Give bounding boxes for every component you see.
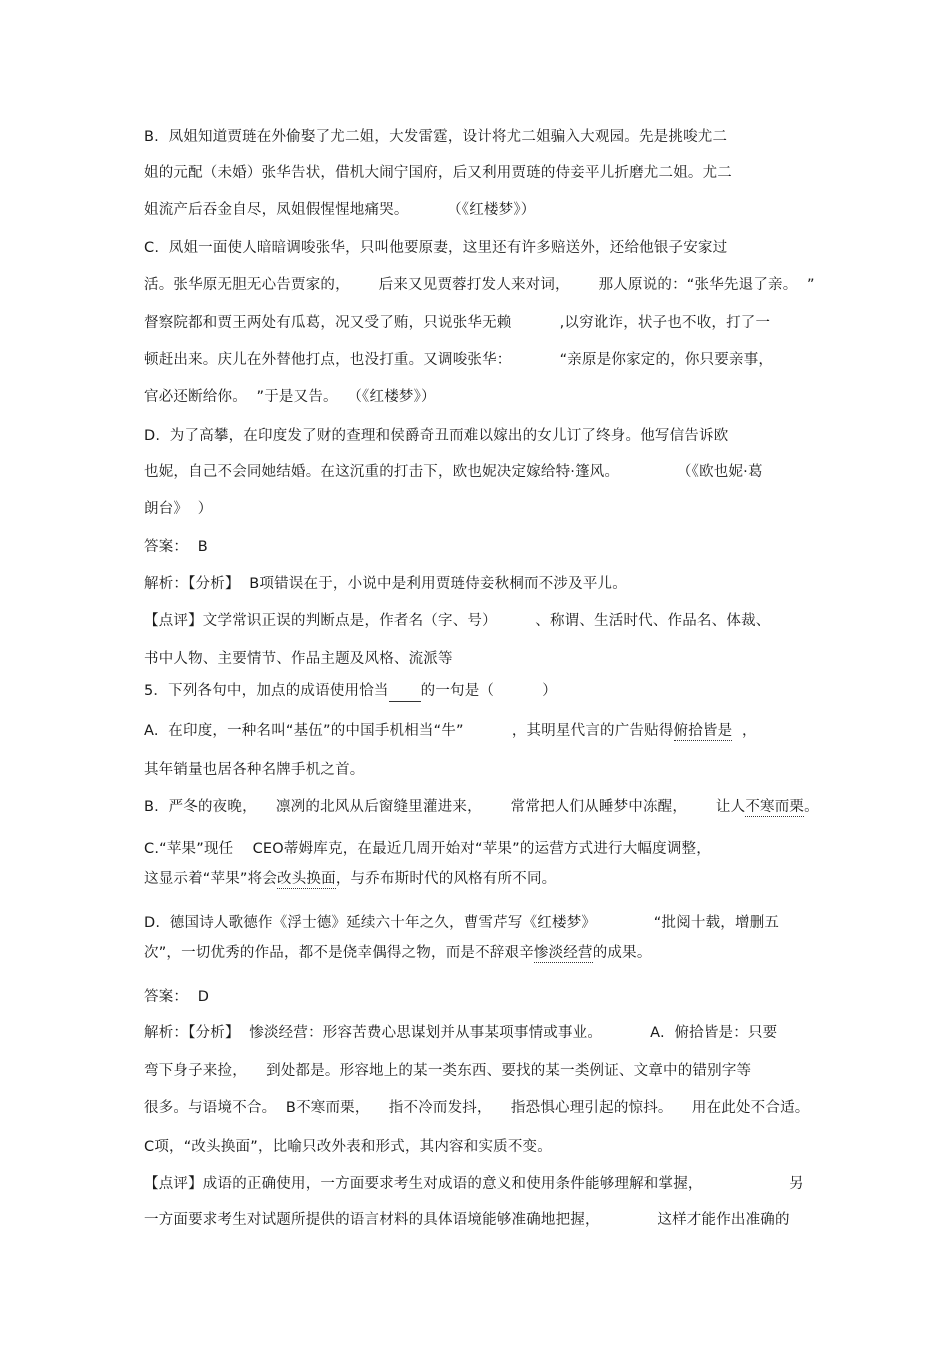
q5-option-a-line-2: 其年销量也居各种名牌手机之首。 xyxy=(144,762,365,778)
dotted-idiom-a: 俯拾皆是 xyxy=(673,723,733,739)
option-d-text: 次”，一切优秀的作品，都不是侥幸偶得之物，而是不辞艰辛 xyxy=(144,945,534,961)
q5-option-c-line-1: C.“苹果”现任 CEO蒂姆库克，在最近几周开始对“苹果”的运营方式进行大幅度调整， xyxy=(144,841,711,857)
analysis-5-line-2: 弯下身子来捡， 到处都是。形容地上的某一类东西、要找的某一类例证、文章中的错别字等 xyxy=(144,1063,752,1079)
option-a-end: ， xyxy=(732,723,757,739)
q5-option-d-line-1: D. 德国诗人歌德作《浮士德》延续六十年之久，曹雪芹写《红楼梦》 “批阅十载，增删五 xyxy=(144,915,780,931)
stem-underline xyxy=(389,681,421,702)
answer-4: 答案： B xyxy=(144,539,208,555)
option-c-line-2: 活。张华原无胆无心告贾家的， 后来又见贾蓉打发人来对词， 那人原说的：“张华先退了亲。 ” xyxy=(144,277,815,293)
option-d-line-1: D. 为了高攀，在印度发了财的查理和侯爵奇丑而难以嫁出的女儿订了终身。他写信告诉欧 xyxy=(144,428,729,444)
dotted-idiom-d: 惨淡经营 xyxy=(533,945,593,961)
analysis-5-line-3: 很多。与语境不合。 B不寒而栗， 指不冷而发抖， 指恐惧心理引起的惊抖。 用在此处不合适。 xyxy=(144,1100,810,1116)
option-b-end: 。 xyxy=(804,799,819,815)
question-5-stem xyxy=(144,681,557,702)
question-5-stem-end: 的一句是（ ） xyxy=(420,683,557,699)
comment-5-line-2: 一方面要求考生对试题所提供的语言材料的具体语境能够准确地把握， 这样才能作出准确的 xyxy=(144,1212,790,1228)
q5-option-c-line-2 xyxy=(144,869,556,889)
option-c-line-3: 督察院都和贾王两处有瓜葛，况又受了贿，只说张华无赖 ,以穷讹诈，状子也不收，打了一 xyxy=(144,315,771,331)
option-c-text: 这显示着“苹果”将会 xyxy=(144,871,278,887)
option-c-line-1: C. 凤姐一面使人暗暗调唆张华，只叫他要原妻，这里还有许多赔送外，还给他银子安家过 xyxy=(144,240,728,256)
question-5-stem-text: 5．下列各句中，加点的成语使用恰当 xyxy=(144,683,389,699)
q5-option-d-line-2 xyxy=(144,943,652,963)
dotted-idiom-b: 不寒而栗 xyxy=(745,799,805,815)
analysis-5-line-1: 解析：【分析】 惨淡经营：形容苦费心思谋划并从事某项事情或事业。 A. 俯拾皆是：只要 xyxy=(144,1025,778,1041)
comment-4-line-2: 书中人物、主要情节、作品主题及风格、流派等 xyxy=(144,651,453,667)
analysis-5-line-4: C项，“改头换面”，比喻只改外表和形式，其内容和实质不变。 xyxy=(144,1139,552,1155)
option-d-line-3: 朗台》 ） xyxy=(144,501,213,517)
q5-option-a-line-1 xyxy=(144,721,757,741)
option-b-line-2: 姐的元配（未婚）张华告状，借机大闹宁国府，后又利用贾琏的侍妾平儿折磨尤二姐。尤二 xyxy=(144,165,732,181)
option-c-line-4: 顿赶出来。庆儿在外替他打点，也没打重。又调唆张华： “亲原是你家定的，你只要亲事， xyxy=(144,352,774,368)
option-a-text: A. 在印度，一种名叫“基伍”的中国手机相当“牛” ，其明星代言的广告贴得 xyxy=(144,723,674,739)
option-d-end: 的成果。 xyxy=(592,945,652,961)
option-c-end: ，与乔布斯时代的风格有所不同。 xyxy=(335,871,557,887)
answer-5: 答案： D xyxy=(144,989,210,1005)
option-b-line-1: B. 凤姐知道贾琏在外偷娶了尤二姐，大发雷霆，设计将尤二姐骗入大观园。先是挑唆尤二 xyxy=(144,129,728,145)
comment-4-line-1: 【点评】文学常识正误的判断点是，作者名（字、号） 、称谓、生活时代、作品名、体裁、 xyxy=(144,613,771,629)
option-b-text: B. 严冬的夜晚， 凛冽的北风从后窗缝里灌进来， 常常把人们从睡梦中冻醒， 让人 xyxy=(144,799,746,815)
dotted-idiom-c: 改头换面 xyxy=(277,871,336,887)
q5-option-b xyxy=(144,797,819,817)
analysis-4: 解析：【分析】 B项错误在于，小说中是利用贾琏侍妾秋桐而不涉及平儿。 xyxy=(144,576,627,592)
comment-5-line-1: 【点评】成语的正确使用，一方面要求考生对成语的意义和使用条件能够理解和掌握， 另 xyxy=(144,1176,804,1192)
option-b-line-3: 姐流产后吞金自尽，凤姐假惺惺地痛哭。 （《红楼梦》） xyxy=(144,202,536,218)
option-c-line-5: 官必还断给你。 ”于是又告。 （《红楼梦》） xyxy=(144,389,436,405)
option-d-line-2: 也妮，自己不会同她结婚。在这沉重的打击下，欧也妮决定嫁给特·篷风。 （《欧也妮·葛 xyxy=(144,464,763,480)
